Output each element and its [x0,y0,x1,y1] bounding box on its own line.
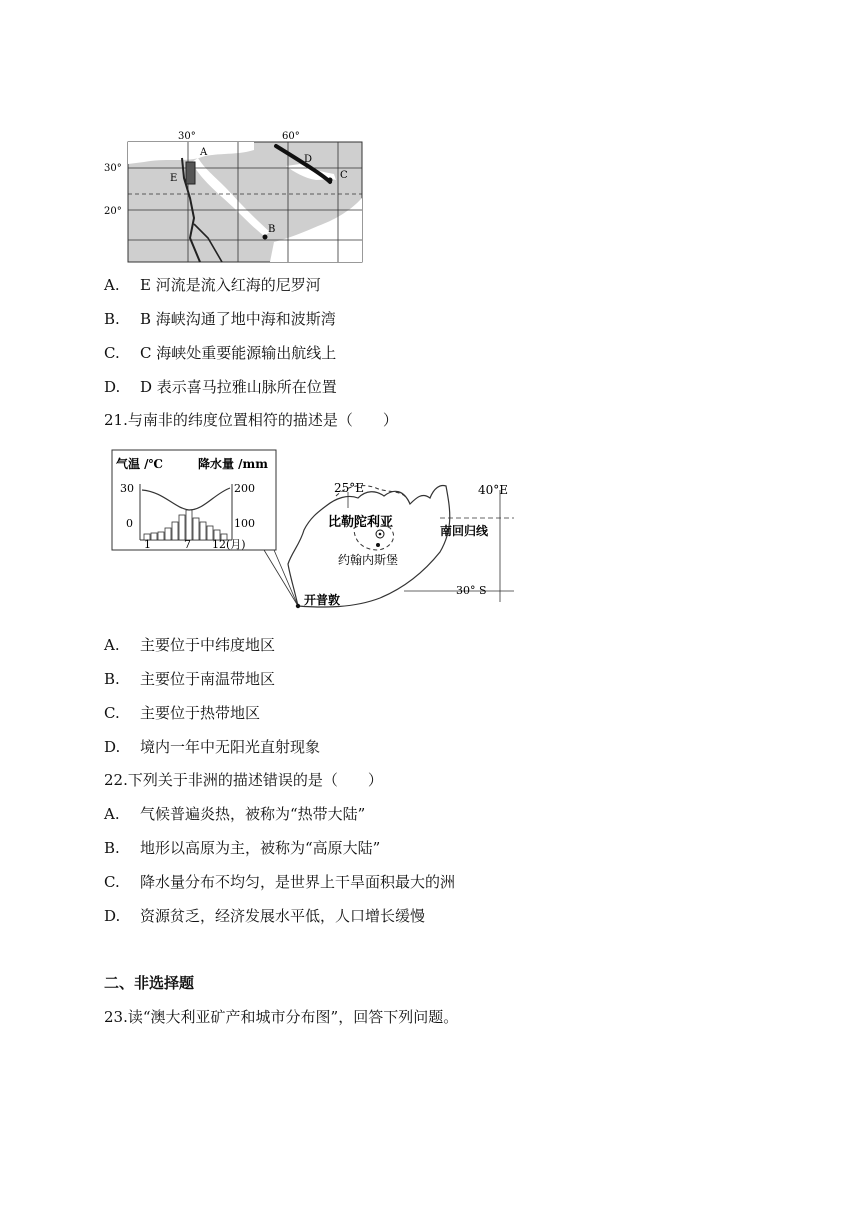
option-key: A. [104,805,120,823]
option-key: A. [104,636,120,654]
option-text: C 海峡处重要能源输出航线上 [140,344,337,362]
x-tick-7: 7 [184,538,191,551]
option-text: 主要位于中纬度地区 [140,636,276,654]
x-tick-12: 12(月) [212,538,246,551]
label-lat30: 30° [104,163,122,174]
option-text: 主要位于南温带地区 [140,670,276,688]
region-e [186,162,195,184]
label-b: B [268,224,276,235]
option-key: D. [104,738,121,756]
middle-east-map [104,128,366,264]
south-africa-map [104,448,524,614]
label-d: D [304,154,313,165]
q20-option-a [104,275,321,295]
y-right-200: 200 [234,482,255,495]
precip-axis-label: 降水量 /mm [198,457,268,471]
option-text: 气候普遍炎热，被称为“热带大陆” [140,805,366,823]
q20-option-c [104,343,336,363]
label-pretoria: 比勒陀利亚 [328,515,394,530]
johannesburg-marker [376,543,380,547]
label-25e: 25°E [334,481,365,495]
label-johannesburg: 约翰内斯堡 [338,553,399,567]
option-key: B. [104,670,120,688]
south-africa-outline [288,486,450,608]
capetown-marker [296,604,300,608]
option-key: B. [104,839,120,857]
option-text: E 河流是流入红海的尼罗河 [140,276,321,294]
y-right-100: 100 [234,517,255,530]
q21-option-d [104,737,320,757]
label-capetown: 开普敦 [304,593,341,607]
option-text: 降水量分布不均匀，是世界上干旱面积最大的洲 [140,873,456,891]
q21-option-c [104,703,260,723]
q22-option-d [104,906,425,926]
q20-option-b [104,309,336,329]
label-lon30: 30° [178,131,196,142]
option-key: B. [104,310,120,328]
label-30s: 30° S [456,584,487,597]
option-text: D 表示喜马拉雅山脉所在位置 [140,378,337,396]
label-lat20: 20° [104,206,122,217]
y-left-0: 0 [126,517,133,530]
label-lon60: 60° [282,131,300,142]
q20-option-d [104,377,337,397]
option-text: 主要位于热带地区 [140,704,261,722]
q21-option-b [104,669,275,689]
label-e: E [170,173,178,184]
label-a: A [200,147,208,158]
temp-axis-label: 气温 /℃ [116,457,163,471]
option-text: 地形以高原为主，被称为“高原大陆” [140,839,381,857]
option-text: 资源贫乏，经济发展水平低，人口增长缓慢 [140,907,426,925]
q21-stem: 21.与南非的纬度位置相符的描述是（ ） [104,411,398,429]
x-tick-1: 1 [144,538,151,551]
option-key: C. [104,873,120,891]
q22-option-b [104,838,380,858]
option-text: B 海峡沟通了地中海和波斯湾 [140,310,336,328]
option-key: C. [104,704,120,722]
label-c: C [340,170,348,181]
y-left-30: 30 [120,482,134,495]
q22-option-a [104,804,365,824]
label-tropic: 南回归线 [440,524,489,538]
option-key: C. [104,344,120,362]
q22-option-c [104,872,455,892]
section-heading: 二、非选择题 [104,974,195,992]
q22-stem: 22.下列关于非洲的描述错误的是（ ） [104,771,383,789]
strait-c [328,178,333,183]
option-key: D. [104,378,121,396]
label-40e: 40°E [478,483,509,497]
option-key: A. [104,276,120,294]
q23-stem: 23.读“澳大利亚矿产和城市分布图”，回答下列问题。 [104,1008,459,1026]
option-key: D. [104,907,121,925]
option-text: 境内一年中无阳光直射现象 [140,738,321,756]
strait-b [263,235,268,240]
q21-option-a [104,635,275,655]
